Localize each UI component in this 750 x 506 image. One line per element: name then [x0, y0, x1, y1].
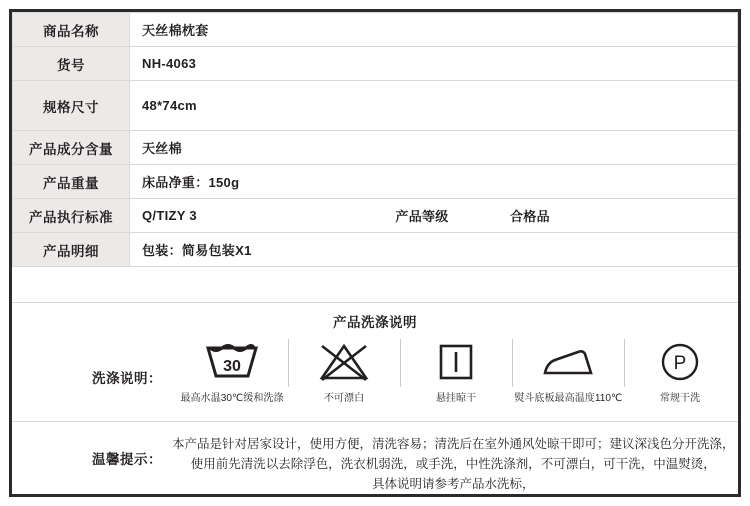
spec-label-size: 规格尺寸 — [13, 81, 130, 131]
table-row — [13, 47, 738, 81]
tips-line: 使用前先清洗以去除浮色，洗衣机弱洗，或手洗，中性洗涤剂，不可漂白，可干洗，中温熨烫， — [190, 457, 716, 471]
wash-icon-cell-linedry — [400, 337, 512, 405]
spec-label-product-name: 商品名称 — [13, 13, 130, 47]
wash-care-title: 产品洗涤说明 — [333, 315, 417, 330]
spec-value-standard: Q/TIZY 3 — [142, 208, 197, 223]
specification-table — [12, 12, 738, 267]
wash-icon-cell-iron — [512, 337, 624, 405]
wash-care-label: 洗涤说明： — [92, 371, 162, 386]
outer-frame — [9, 9, 741, 497]
wash-icon-caption: 熨斗底板最高温度110℃ — [514, 392, 623, 404]
spec-label-grade: 产品等级 — [395, 209, 449, 224]
wash-icon-caption: 悬挂晾干 — [435, 392, 477, 404]
line-dry-icon — [400, 337, 512, 387]
svg-text:P: P — [673, 353, 687, 374]
iron-110-icon — [512, 337, 624, 387]
divider — [512, 339, 513, 387]
spec-value-composition: 天丝棉 — [130, 131, 738, 165]
divider — [624, 339, 625, 387]
spec-value-details: 包装：简易包装X1 — [130, 233, 738, 267]
wash-icon-row — [176, 337, 738, 405]
line-dry-icon-svg — [432, 340, 480, 384]
spec-label-weight: 产品重量 — [13, 165, 130, 199]
wash-icon-caption: 最高水温30℃缓和洗涤 — [180, 392, 284, 404]
wash-care-section — [12, 302, 738, 421]
no-bleach-icon — [288, 337, 400, 387]
svg-text:30: 30 — [223, 358, 241, 375]
wash-icon-cell-wash30 — [176, 337, 288, 405]
table-row — [13, 233, 738, 267]
spec-label-standard: 产品执行标准 — [13, 199, 130, 233]
dry-clean-p-icon-svg — [656, 339, 704, 385]
spec-label-article-no: 货号 — [13, 47, 130, 81]
spec-value-size: 48*74cm — [130, 81, 738, 131]
wash-icon-caption: 常规干洗 — [659, 392, 701, 404]
divider — [288, 339, 289, 387]
spec-label-details: 产品明细 — [13, 233, 130, 267]
spec-value-weight: 床品净重：150g — [130, 165, 738, 199]
spec-value-grade: 合格品 — [510, 209, 550, 224]
wash-icon-cell-nobleach — [288, 337, 400, 405]
divider — [400, 339, 401, 387]
table-row — [13, 13, 738, 47]
tips-line: 具体说明请参考产品水洗标， — [372, 477, 535, 491]
wash-icon-caption: 不可漂白 — [323, 392, 365, 404]
iron-110-icon-svg — [539, 340, 597, 384]
no-bleach-icon-svg — [316, 340, 372, 384]
wash-30-icon — [176, 337, 288, 387]
tips-section — [12, 421, 738, 494]
tips-line: 本产品是针对居家设计，使用方便，清洗容易；清洗后在室外通风处晾干即可；建议深浅色分开洗涤， — [172, 437, 735, 451]
spec-label-composition: 产品成分含量 — [13, 131, 130, 165]
wash-30-icon-svg — [202, 340, 262, 384]
table-row — [13, 165, 738, 199]
tips-label: 温馨提示： — [92, 452, 162, 467]
dry-clean-p-icon — [624, 337, 736, 387]
table-row — [13, 81, 738, 131]
spec-value-standard-and-grade — [130, 199, 738, 233]
table-row — [13, 199, 738, 233]
tips-text — [172, 422, 749, 494]
table-row — [13, 131, 738, 165]
spec-value-article-no: NH-4063 — [130, 47, 738, 81]
spec-value-product-name: 天丝棉枕套 — [130, 13, 738, 47]
wash-icon-cell-dryclean — [624, 337, 736, 405]
